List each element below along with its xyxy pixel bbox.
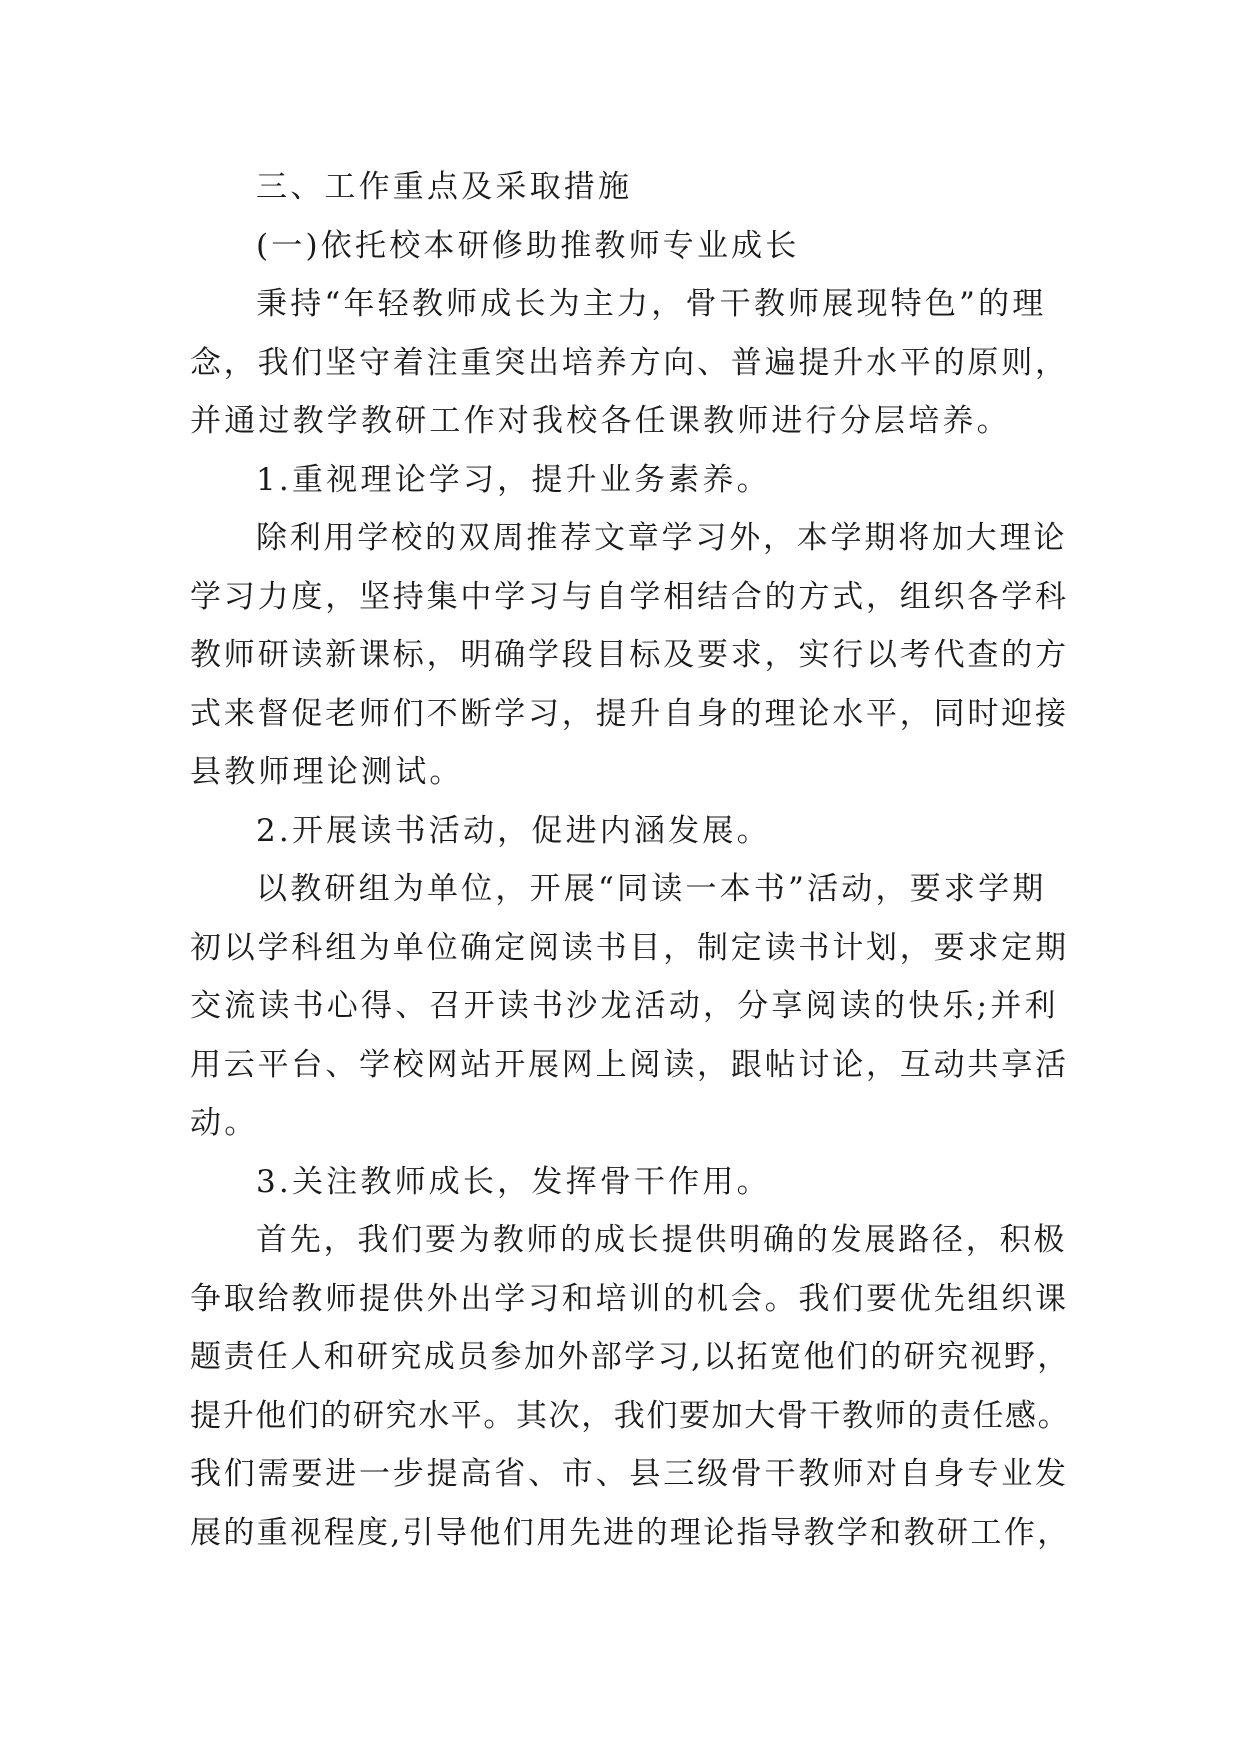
text-line: 2.开展读书活动，促进内涵发展。 bbox=[256, 812, 771, 849]
text-line: 并通过教学教研工作对我校各任课教师进行分层培养。 bbox=[190, 403, 1011, 439]
text-line: 题责任人和研究成员参加外部学习,以拓宽他们的研究视野， bbox=[190, 1339, 1071, 1375]
text-line: 争取给教师提供外出学习和培训的机会。我们要优先组织课 bbox=[190, 1280, 1069, 1317]
text-line: 县教师理论测试。 bbox=[190, 754, 464, 790]
text-line: 教师研读新课标，明确学段目标及要求，实行以考代查的方 bbox=[190, 637, 1069, 673]
text-line: 动。 bbox=[190, 1105, 259, 1141]
text-line: 三、工作重点及采取措施 bbox=[256, 169, 633, 205]
text-line: 念，我们坚守着注重突出培养方向、普遍提升水平的原则， bbox=[190, 344, 1069, 381]
text-line: 除利用学校的双周推荐文章学习外，本学期将加大理论 bbox=[256, 520, 1068, 556]
text-line: 初以学科组为单位确定阅读书目，制定读书计划，要求定期 bbox=[190, 929, 1069, 966]
text-line: 以教研组为单位，开展“同读一本书”活动，要求学期 bbox=[256, 871, 1047, 907]
text-line: 3.关注教师成长，发挥骨干作用。 bbox=[256, 1163, 771, 1200]
text-line: 交流读书心得、召开读书沙龙活动，分享阅读的快乐;并利 bbox=[190, 988, 1059, 1024]
text-line: 我们需要进一步提高省、市、县三级骨干教师对自身专业发 bbox=[190, 1456, 1069, 1492]
document-body bbox=[190, 158, 1070, 1562]
text-line: 秉持“年轻教师成长为主力，骨干教师展现特色”的理 bbox=[256, 286, 1047, 322]
text-line: 式来督促老师们不断学习，提升自身的理论水平，同时迎接 bbox=[190, 695, 1069, 732]
text-line: 展的重视程度,引导他们用先进的理论指导教学和教研工作， bbox=[190, 1514, 1071, 1551]
text-line: 首先，我们要为教师的成长提供明确的发展路径，积极 bbox=[256, 1222, 1068, 1258]
text-line: 提升他们的研究水平。其次，我们要加大骨干教师的责任感。 bbox=[190, 1397, 1071, 1434]
text-line: 1.重视理论学习，提升业务素养。 bbox=[256, 461, 771, 498]
text-line: 学习力度，坚持集中学习与自学相结合的方式，组织各学科 bbox=[190, 578, 1069, 615]
text-line: 用云平台、学校网站开展网上阅读，跟帖讨论，互动共享活 bbox=[190, 1046, 1069, 1083]
text-line: (一)依托校本研修助推教师专业成长 bbox=[256, 227, 800, 264]
